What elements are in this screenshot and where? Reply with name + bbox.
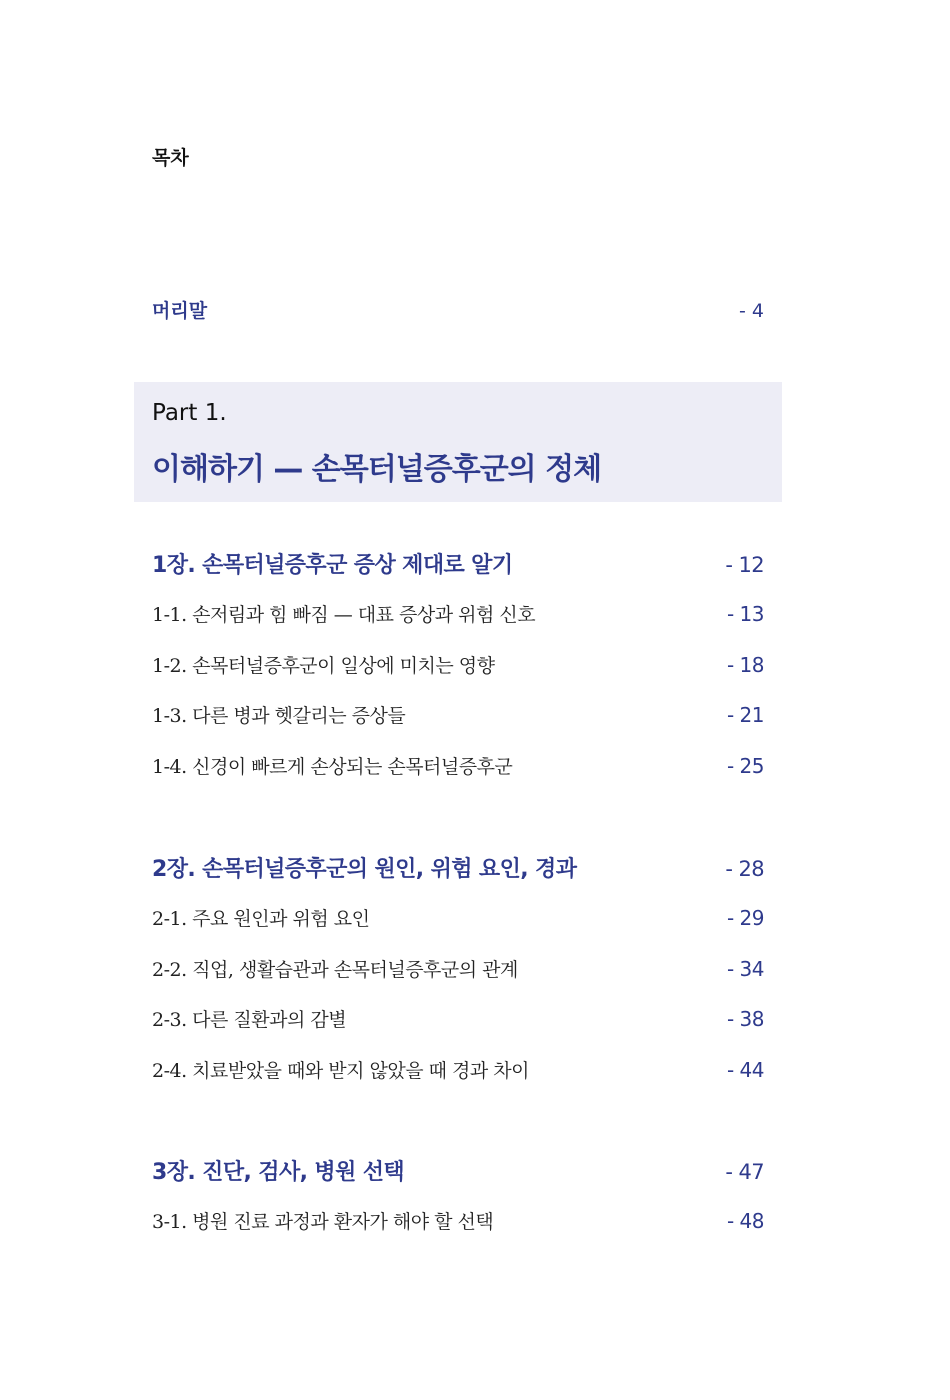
part-label: Part 1. (152, 400, 227, 426)
toc-section-1-2[interactable] (152, 651, 764, 678)
chapter-title: 3장. 진단, 검사, 병원 선택 (152, 1160, 405, 1185)
section-page: - 29 (726, 906, 764, 930)
toc-title: 목차 (152, 147, 189, 169)
section-page: - 21 (726, 703, 764, 727)
toc-section-2-1[interactable] (152, 904, 764, 931)
section-title: 3-1. 병원 진료 과정과 환자가 해야 할 선택 (152, 1211, 494, 1233)
section-page: - 25 (726, 754, 764, 778)
toc-entry-preface[interactable] (152, 296, 764, 323)
toc-chapter-3[interactable] (152, 1155, 764, 1186)
preface-page: - 4 (739, 300, 764, 322)
section-page: - 34 (726, 957, 764, 981)
section-page: - 13 (726, 602, 764, 626)
toc-chapter-2[interactable] (152, 852, 764, 883)
toc-section-2-2[interactable] (152, 955, 764, 982)
section-title: 2-4. 치료받았을 때와 받지 않았을 때 경과 차이 (152, 1060, 529, 1082)
chapter-page: - 28 (725, 857, 764, 881)
section-title: 2-2. 직업, 생활습관과 손목터널증후군의 관계 (152, 959, 518, 981)
section-title: 2-1. 주요 원인과 위험 요인 (152, 908, 370, 930)
section-title: 1-3. 다른 병과 헷갈리는 증상들 (152, 705, 406, 727)
section-title: 1-1. 손저림과 힘 빠짐 — 대표 증상과 위험 신호 (152, 604, 536, 626)
section-title: 1-4. 신경이 빠르게 손상되는 손목터널증후군 (152, 756, 513, 778)
toc-section-2-4[interactable] (152, 1056, 764, 1083)
chapter-page: - 47 (725, 1160, 764, 1184)
toc-chapter-1[interactable] (152, 548, 764, 579)
chapter-title: 2장. 손목터널증후군의 원인, 위험 요인, 경과 (152, 857, 577, 882)
section-page: - 38 (726, 1007, 764, 1031)
chapter-page: - 12 (725, 553, 764, 577)
toc-section-3-1[interactable] (152, 1207, 764, 1234)
section-title: 2-3. 다른 질환과의 감별 (152, 1009, 347, 1031)
part-title: 이해하기 — 손목터널증후군의 정체 (152, 452, 602, 487)
preface-label: 머리말 (152, 300, 208, 322)
section-page: - 18 (726, 653, 764, 677)
toc-section-2-3[interactable] (152, 1005, 764, 1032)
toc-section-1-1[interactable] (152, 600, 764, 627)
toc-section-1-4[interactable] (152, 752, 764, 779)
part-header (134, 382, 782, 502)
section-page: - 44 (726, 1058, 764, 1082)
chapter-title: 1장. 손목터널증후군 증상 제대로 알기 (152, 553, 513, 578)
toc-section-1-3[interactable] (152, 701, 764, 728)
section-title: 1-2. 손목터널증후군이 일상에 미치는 영향 (152, 655, 495, 677)
section-page: - 48 (726, 1209, 764, 1233)
